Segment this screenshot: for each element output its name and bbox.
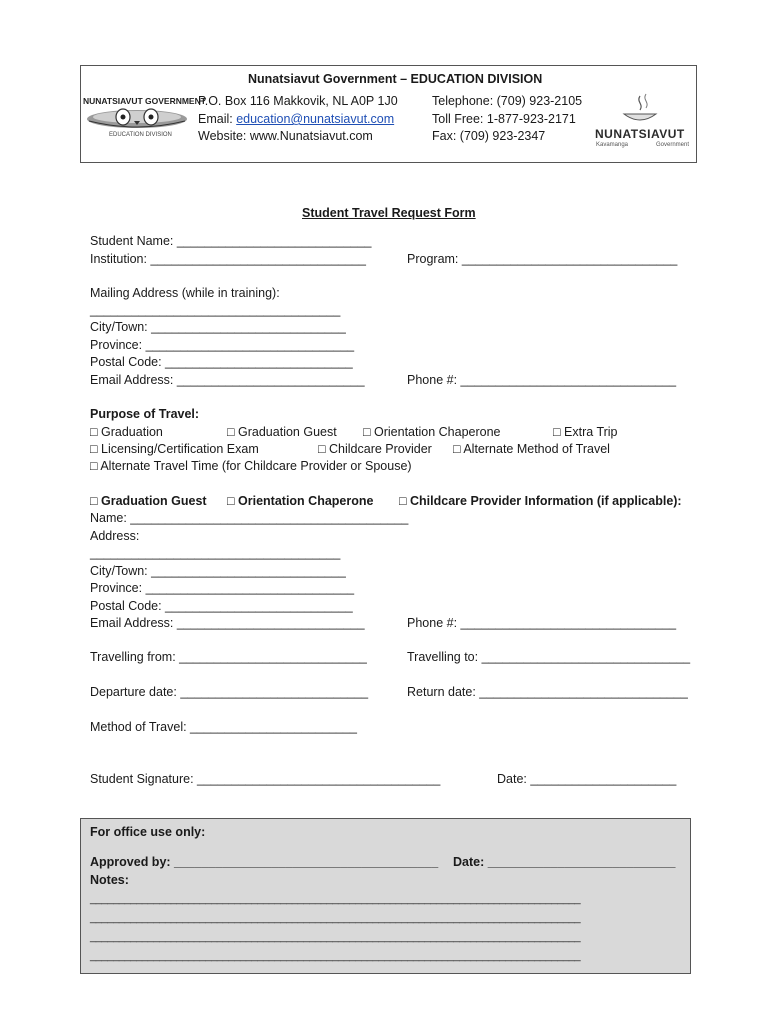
checkbox-alternate-method[interactable]: □ Alternate Method of Travel [453,442,610,456]
companion-phone-field[interactable]: Phone #: _______________________________ [407,616,677,630]
mailing-address-field[interactable]: ____________________________________ [90,303,341,317]
signature-date-field[interactable]: Date: _____________________ [497,772,677,786]
student-signature-field[interactable]: Student Signature: ___________________________________ [90,772,441,786]
fax-text: Fax: (709) 923-2347 [432,129,546,143]
email-line [198,112,394,126]
companion-address-label: Address: [90,529,140,543]
office-use-heading: For office use only: [90,825,206,839]
mailing-address-text: P.O. Box 116 Makkovik, NL A0P 1J0 [198,94,398,108]
companion-postal-field[interactable]: Postal Code: ___________________________ [90,599,353,613]
telephone-text: Telephone: (709) 923-2105 [432,94,583,108]
province-field[interactable]: Province: ______________________________ [90,338,355,352]
companion-province-field[interactable]: Province: ______________________________ [90,581,355,595]
email-address-field[interactable]: Email Address: ___________________________ [90,373,365,387]
logo-right-subtitle-left: Kavamanga [596,142,629,148]
letterhead-title: Nunatsiavut Government – EDUCATION DIVISION [248,72,543,86]
logo-right-subtitle-right: Government [656,142,690,148]
checkbox-graduation[interactable]: □ Graduation [90,425,163,439]
checkbox-extra-trip[interactable]: □ Extra Trip [553,425,618,439]
institution-field[interactable]: Institution: _______________________________ [90,252,366,266]
qulliq-lamp-icon [620,92,660,126]
owl-emblem-icon [85,105,189,131]
checkbox-childcare-provider[interactable]: □ Childcare Provider [318,442,432,456]
companion-city-field[interactable]: City/Town: ____________________________ [90,564,346,578]
website-text: Website: www.Nunatsiavut.com [198,129,373,143]
nunatsiavut-government-logo-left [83,96,206,142]
notes-line-3[interactable]: _____________________________________________________________________________________ [90,931,581,943]
companion-checkbox-childcare-info[interactable]: □ Childcare Provider Information (if applicable): [399,494,682,508]
form-title: Student Travel Request Form [302,206,476,220]
companion-checkbox-orientation-chaperone[interactable]: □ Orientation Chaperone [227,494,374,508]
nunatsiavut-logo-right [594,92,692,150]
travelling-to-field[interactable]: Travelling to: ______________________________ [407,650,691,664]
logo-right-title: NUNATSIAVUT [595,127,685,141]
companion-checkbox-graduation-guest[interactable]: □ Graduation Guest [90,494,207,508]
companion-email-field[interactable]: Email Address: ___________________________ [90,616,365,630]
checkbox-graduation-guest[interactable]: □ Graduation Guest [227,425,337,439]
notes-line-1[interactable]: _____________________________________________________________________________________ [90,893,581,905]
checkbox-licensing-exam[interactable]: □ Licensing/Certification Exam [90,442,259,456]
logo-left-title: NUNATSIAVUT GOVERNMENT [83,96,206,106]
postal-code-field[interactable]: Postal Code: ___________________________ [90,355,353,369]
notes-label: Notes: [90,873,129,887]
city-field[interactable]: City/Town: ____________________________ [90,320,346,334]
office-date-field[interactable]: Date: ___________________________ [453,855,676,869]
approved-by-field[interactable]: Approved by: ______________________________________ [90,855,439,869]
phone-field[interactable]: Phone #: _______________________________ [407,373,677,387]
checkbox-alternate-time[interactable]: □ Alternate Travel Time (for Childcare Provider or Spouse) [90,459,412,473]
program-field[interactable]: Program: _______________________________ [407,252,678,266]
notes-line-4[interactable]: _____________________________________________________________________________________ [90,950,581,962]
notes-line-2[interactable]: _____________________________________________________________________________________ [90,912,581,924]
travelling-from-field[interactable]: Travelling from: ___________________________ [90,650,367,664]
companion-name-field[interactable]: Name: ________________________________________ [90,511,409,525]
return-date-field[interactable]: Return date: ______________________________ [407,685,688,699]
companion-address-field[interactable]: ____________________________________ [90,546,341,560]
email-link[interactable]: education@nunatsiavut.com [236,112,395,126]
checkbox-orientation-chaperone[interactable]: □ Orientation Chaperone [363,425,501,439]
departure-date-field[interactable]: Departure date: ___________________________ [90,685,369,699]
purpose-heading: Purpose of Travel: [90,407,200,421]
method-of-travel-field[interactable]: Method of Travel: ________________________ [90,720,357,734]
email-label: Email: [198,112,237,126]
toll-free-text: Toll Free: 1-877-923-2171 [432,112,576,126]
mailing-address-label: Mailing Address (while in training): [90,286,280,300]
student-name-field[interactable]: Student Name: ____________________________ [90,234,372,248]
logo-left-subtitle: EDUCATION DIVISION [109,132,172,138]
